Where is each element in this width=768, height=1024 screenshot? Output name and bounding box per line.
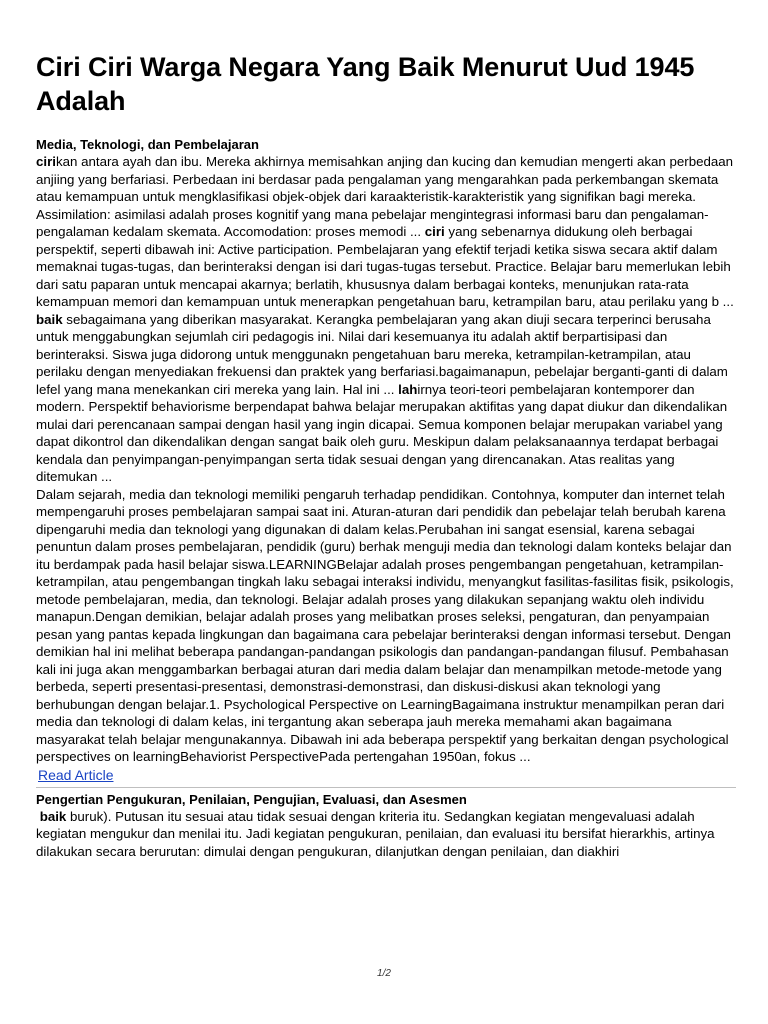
article-excerpt <box>36 808 736 861</box>
section-heading: Pengertian Pengukuran, Penilaian, Pengujian, Evaluasi, dan Asesmen <box>36 791 467 807</box>
section-divider <box>36 787 736 788</box>
excerpt-text: yang sebenarnya didukung oleh berbagai perspektif, seperti dibawah ini: Active participation. Pembelajaran yang efektif terjadi ketika siswa secara aktif dalam memaknai tugas-tugas, dan berinteraksi dengan isi dari tugas-tugas tersebut. Practice. Belajar baru memerlukan lebih dari satu paparan untuk mencapai akarnya; berlatih, khususnya dalam berbagai konteks, menunjukan rata-rata kemampuan memori dan kemampuan untuk menerapkan pengetahuan baru, ketrampilan baru, atau perilaku yang b ... <box>36 224 734 309</box>
keyword-highlight: ciri <box>424 224 445 239</box>
keyword-highlight: baik <box>36 311 63 327</box>
article-section <box>36 136 736 785</box>
article-section <box>36 791 736 861</box>
article-paragraph: Dalam sejarah, media dan teknologi memiliki pengaruh terhadap pendidikan. Contohnya, komputer dan internet telah mempengaruhi proses pembelajaran sampai saat ini. Aturan-aturan dari pendidik dan pebelajar telah berubah karena dipengaruhi media dan teknologi yang digunakan di dalam kelas.Perubahan ini sangat esensial, karena sebagai penuntun dalam proses pembelajaran, pendidik (guru) berhak menguji media dan teknologi dalam konteks belajar dan itu berdampak pada hasil belajar siswa.LEARNINGBelajar adalah proses pengembangan pengetahuan, ketrampilan-ketrampilan, atau pengembangan tingkah laku sebagai interaksi individu, menyangkut fasilitas-fasilitas fisik, psikologis, metode pembelajaran, media, dan teknologi. Belajar adalah proses yang dilakukan sepanjang waktu oleh individu manapun.Dengan demikian, belajar adalah proses yang melibatkan proses seleksi, pengaturan, dan penyampaian pesan yang pantas kepada lingkungan dan bagaimana cara pebelajar berinteraksi dengan informasi tersebut. Dengan demikian hal ini melihat beberapa pandangan-pandangan psikologis dan pandangan-pandangan filusuf. Pembahasan kali ini juga akan menggambarkan berbagai aturan dari media dalam belajar dan menampilkan metode-metode yang berbeda, seperti presentasi-presentasi, demonstrasi-demonstrasi, dan diskusi-diskusi akan teknologi yang berhubungan dengan belajar.1. Psychological Perspective on LearningBagaimana instruktur menampilkan peran dari media dan teknologi di dalam kelas, ini tergantung akan seberapa jauh mereka memahami akan bagaimana masyarakat telah belajar mengunakannya. Dibawah ini ada beberapa perspektif yang berkaitan dengan psychological perspectives on learningBehaviorist PerspectivePada pertengahan 1950an, fokus ... <box>36 486 734 764</box>
page-title: Ciri Ciri Warga Negara Yang Baik Menurut Uud 1945 Adalah <box>36 52 695 116</box>
keyword-highlight: lah <box>398 381 418 397</box>
section-heading: Media, Teknologi, dan Pembelajaran <box>36 137 259 152</box>
article-excerpt <box>36 153 736 486</box>
excerpt-text: irnya teori-teori pembelajaran kontemporer dan modern. Perspektif behaviorisme berpendapat bahwa belajar merupakan aktifitas yang dapat diukur dan dikendalikan mulai dari perencanaan sampai dengan hasil yang ingin dicapai. Semua komponen belajar merupakan variabel yang dapat dikontrol dan dikendalikan dengan sangat baik oleh guru. Meskipun dalam pelaksanaannya terdapat berbagai kendala dan penyimpangan-penyimpangan serta tidak sesuai dengan yang direncanakan. Atas realitas yang ditemukan ... <box>36 381 728 484</box>
keyword-highlight: baik <box>39 808 67 824</box>
excerpt-text: kan antara ayah dan ibu. Mereka akhirnya memisahkan anjing dan kucing dan kemudian mengerti akan perbedaan anjiing yang berfariasi. Perbedaan ini berdasar pada pengalaman yang mengarahkan pada perkembangan skemata atau kemampuan untuk mengklasifikasi objek-objek dari karaakteristik-karakteristik yang signifikan bagi mereka. Assimilation: asimilasi adalah proses kognitif yang mana pebelajar mengintegrasi informasi baru dan pengalaman-pengalaman kedalam skemata. Accomodation: proses memodi ... <box>36 154 734 239</box>
keyword-highlight: ciri <box>36 154 56 169</box>
document-page <box>36 50 736 860</box>
read-article-link[interactable]: Read Article <box>38 766 114 783</box>
excerpt-text: sebagaimana yang diberikan masyarakat. Kerangka pembelajaran yang akan diuji secara terperinci berusaha untuk menggabungkan sejumlah ciri pedagogis ini. Nilai dari kesemuanya itu adalah aktif berpartisipasi dan berinteraksi. Siswa juga didorong untuk menggunakn pengetahuan baru mereka, ketrampilan-ketrampilan, atau perilaku dengan menyediakan frekuensi dan praktek yang berfariasi.bagaimanapun, pebelajar berganti-ganti di dalam lefel yang mana menekankan ciri mereka yang lain. Hal ini ... <box>36 311 728 397</box>
page-number: 1/2 <box>377 968 391 979</box>
excerpt-text: buruk). Putusan itu sesuai atau tidak sesuai dengan kriteria itu. Sedangkan kegiatan mengevaluasi adalah kegiatan mengukur dan menilai itu. Jadi kegiatan pengukuran, penilaian, dan evaluasi itu bersifat hierarkhis, artinya dilakukan secara berurutan: dimulai dengan pengukuran, dilanjutkan dengan penilaian, dan diakhiri <box>36 808 715 859</box>
